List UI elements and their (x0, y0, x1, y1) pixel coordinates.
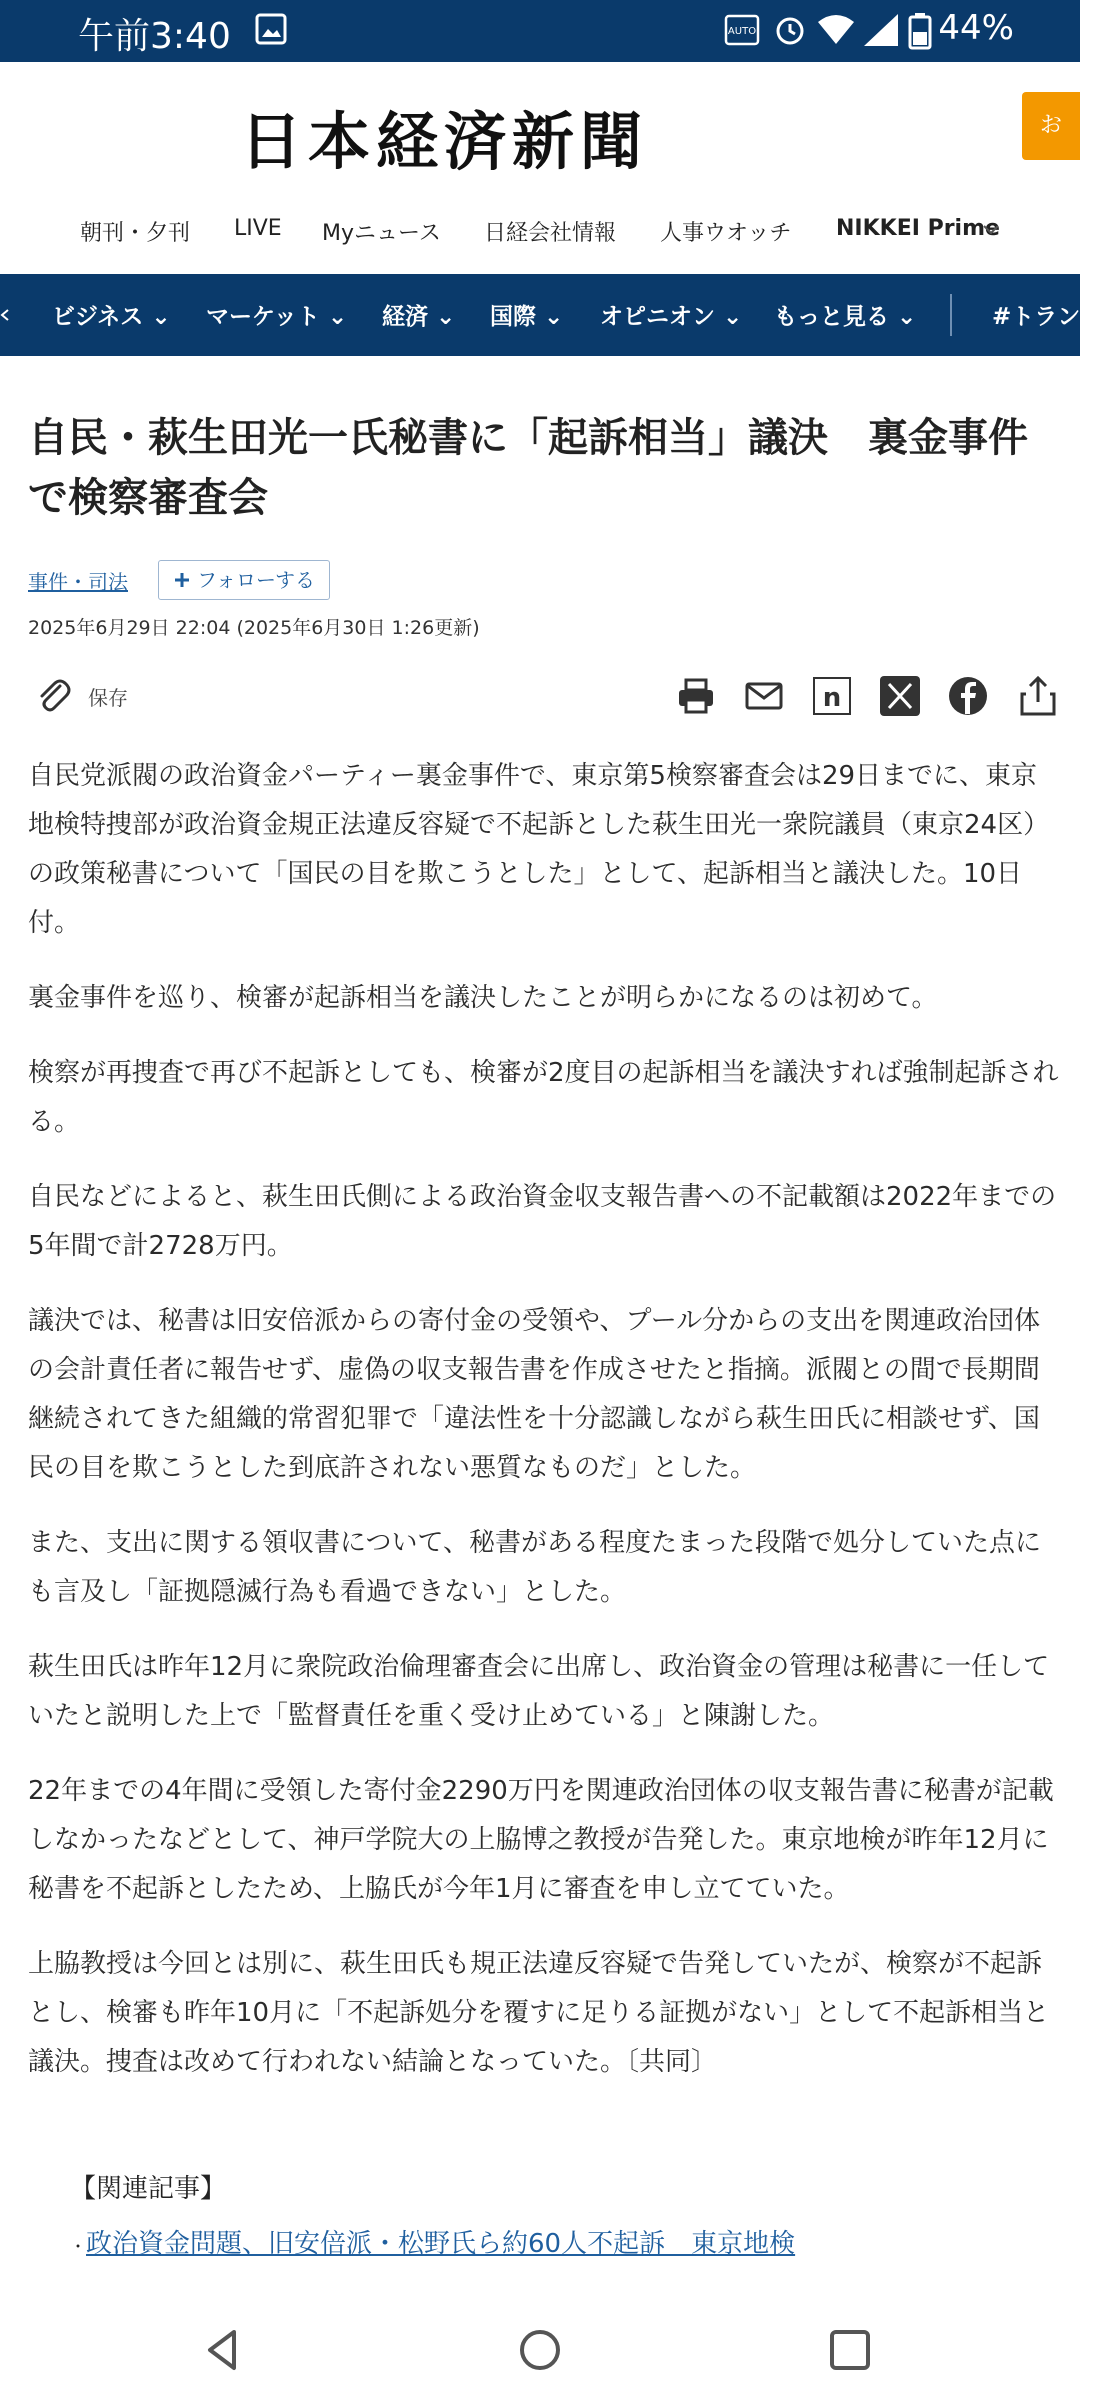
svg-text:AUTO: AUTO (727, 26, 757, 37)
subnav-item-print[interactable]: 朝刊・夕刊 (80, 221, 191, 246)
article-paragraph: また、支出に関する領収書について、秘書がある程度たまった段階で処分していた点にも言及し「証拠隠滅行為も看過できない」とした。 (28, 1528, 1041, 1607)
note-icon[interactable] (810, 674, 854, 718)
related-link[interactable]: 政治資金問題、旧安倍派・松野氏ら約60人不起訴 東京地検 (86, 2229, 796, 2259)
mainnav-item-opinion[interactable]: オピニオン ⌄ (600, 304, 743, 330)
site-logo[interactable]: 日本経済新聞 (240, 105, 649, 178)
share-icon[interactable] (1016, 674, 1060, 718)
article-paragraph: 上脇教授は今回とは別に、萩生田氏も規正法違反容疑で告発していたが、検察が不起訴とし、検審も昨年10月に「不起訴処分を覆すに足りる証拠がない」として不起訴相当と議決。捜査は改めて行われない結論となっていた。〔共同〕 (28, 1949, 1050, 2077)
back-icon[interactable] (200, 2326, 248, 2374)
save-label[interactable]: 保存 (88, 686, 128, 710)
article-paragraph: 裏金事件を巡り、検審が起訴相当を議決したことが明らかになるのは初めて。 (28, 983, 938, 1013)
x-icon[interactable] (878, 674, 922, 718)
article-paragraph: 自民党派閥の政治資金パーティー裏金事件で、東京第5検察審査会は29日までに、東京地検特捜部が政治資金規正法違反容疑で不起訴とした萩生田光一衆院議員（東京24区）の政策秘書について「国民の目を欺こうとした」として、起訴相当と議決した。10日付。 (28, 761, 1050, 938)
subnav-item-mynews[interactable]: Myニュース (322, 221, 441, 246)
mainnav-divider (950, 294, 952, 336)
system-navigation-bar (0, 2300, 1080, 2400)
auto-hz-icon (724, 12, 760, 48)
subnav-item-prime[interactable]: NIKKEI Prime (836, 216, 1000, 241)
category-link[interactable]: 事件・司法 (28, 570, 128, 594)
main-navigation (0, 274, 1103, 356)
mainnav-tag-trump[interactable]: #トランプ (992, 304, 1103, 330)
mainnav-item-economy[interactable]: 経済 ⌄ (382, 304, 456, 330)
status-bar (0, 0, 1080, 62)
chevron-down-icon (982, 224, 1000, 236)
article-date: 2025年6月29日 22:04 (2025年6月30日 1:26更新) (28, 617, 480, 639)
article-headline: 自民・萩生田光一氏秘書に「起訴相当」議決 裏金事件で検察審査会 (28, 415, 1028, 521)
mainnav-item-market[interactable]: マーケット ⌄ (206, 304, 348, 330)
article-paragraph: 議決では、秘書は旧安倍派からの寄付金の受領や、プール分からの支出を関連政治団体の会計責任者に報告せず、虚偽の収支報告書を作成させたと指摘。派閥との間で長期間継続されてきた組織的常習犯罪で「違法性を十分認識しながら萩生田氏に相談せず、国民の目を欺こうとした到底許されない悪質なものだ」とした。 (28, 1306, 1041, 1483)
subnav-item-company[interactable]: 日経会社情報 (484, 221, 617, 246)
print-icon[interactable] (674, 674, 718, 718)
article-body (28, 752, 1062, 2113)
sub-navigation (0, 196, 1080, 266)
facebook-icon[interactable] (946, 674, 990, 718)
mail-icon[interactable] (742, 674, 786, 718)
mainnav-item-business[interactable]: ビジネス ⌄ (52, 304, 171, 330)
related-title: 【関連記事】 (70, 2174, 227, 2204)
home-icon[interactable] (516, 2326, 564, 2374)
article-paragraph: 22年までの4年間に受領した寄付金2290万円を関連政治団体の収支報告書に秘書が記載しなかったなどとして、神戸学院大の上脇博之教授が告発した。東京地検が昨年12月に秘書を不起訴としたため、上脇氏が今年1月に審査を申し立てていた。 (28, 1776, 1054, 1904)
login-button[interactable]: お (1022, 92, 1080, 160)
battery-icon (908, 12, 932, 50)
article-tools (0, 668, 1080, 728)
status-time: 午前3:40 (78, 16, 231, 57)
paperclip-icon[interactable] (32, 674, 76, 718)
article-paragraph: 検察が再捜査で再び不起訴としても、検審が2度目の起訴相当を議決すれば強制起訴される。 (28, 1058, 1059, 1137)
chevron-left-icon (0, 308, 10, 322)
related-articles (70, 2168, 1050, 2260)
follow-label: フォローする (197, 568, 315, 592)
mainnav-item-world[interactable]: 国際 ⌄ (490, 304, 564, 330)
subnav-item-jinji[interactable]: 人事ウオッチ (660, 221, 792, 246)
svg-text:n: n (822, 683, 842, 713)
site-header (0, 62, 1080, 182)
battery-percent: 44% (938, 8, 1014, 48)
signal-icon (862, 12, 900, 48)
follow-button[interactable] (158, 560, 330, 600)
article-paragraph: 萩生田氏は昨年12月に衆院政治倫理審査会に出席し、政治資金の管理は秘書に一任していたと説明した上で「監督責任を重く受け止めている」と陳謝した。 (28, 1652, 1050, 1731)
article-paragraph: 自民などによると、萩生田氏側による政治資金収支報告書への不記載額は2022年までの5年間で計2728万円。 (28, 1182, 1057, 1261)
mainnav-item-more[interactable]: もっと見る ⌄ (774, 304, 917, 330)
recents-icon[interactable] (826, 2326, 874, 2374)
plus-icon (173, 571, 191, 589)
subnav-item-live[interactable]: LIVE (234, 216, 282, 241)
alarm-icon (772, 12, 808, 48)
image-icon (254, 12, 288, 46)
related-item: ・政治資金問題、旧安倍派・松野氏ら約60人不起訴 東京地検 (70, 2229, 796, 2259)
wifi-icon (816, 12, 856, 48)
